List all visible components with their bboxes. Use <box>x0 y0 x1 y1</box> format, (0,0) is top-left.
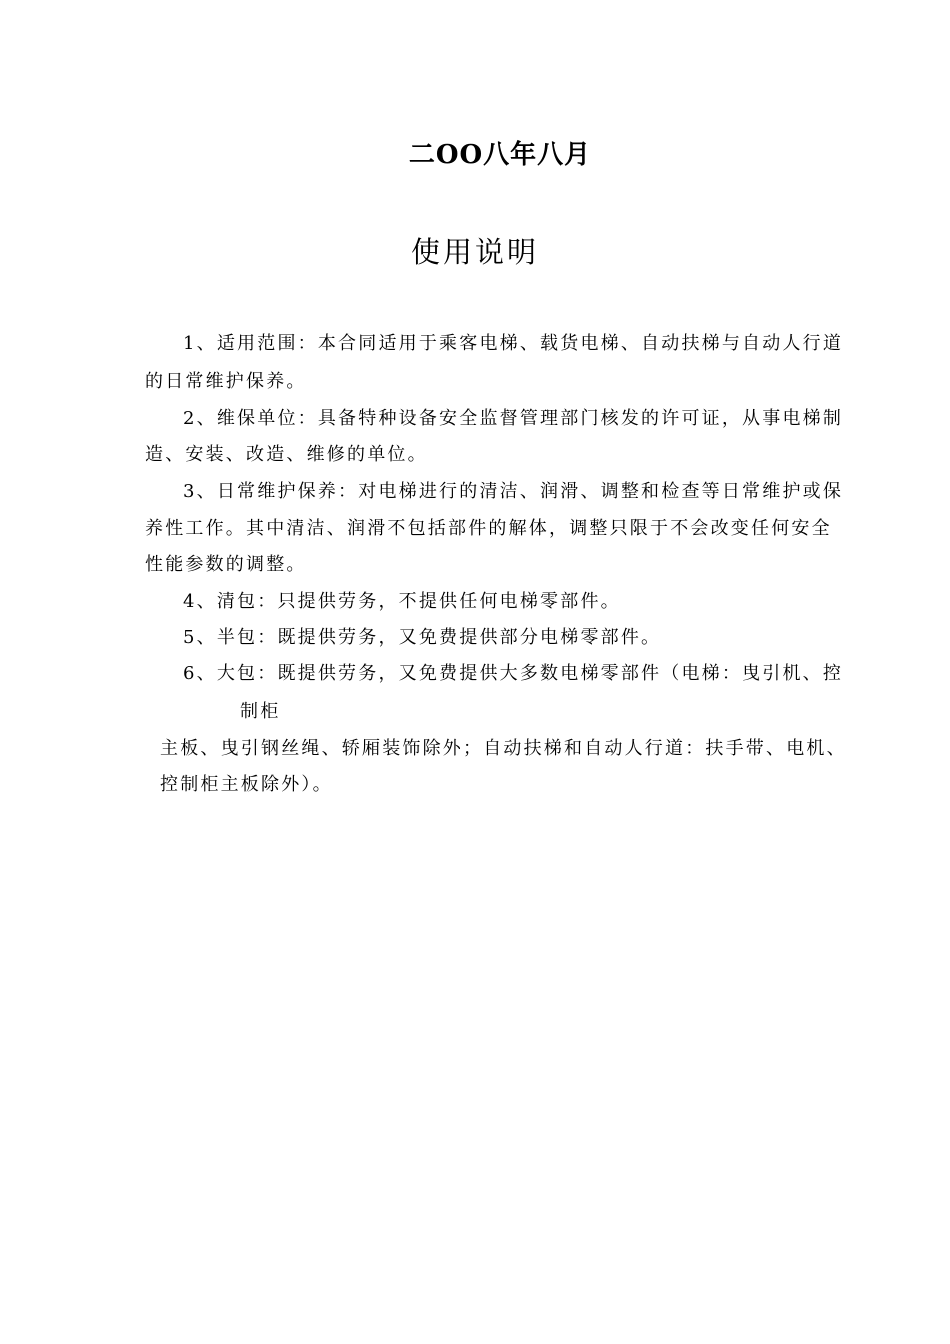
paragraph-line: 5、半包：既提供劳务，又免费提供部分电梯零部件。 <box>183 627 662 648</box>
paragraph-line: 4、清包：只提供劳务，不提供任何电梯零部件。 <box>183 591 621 612</box>
paragraph-line: 造、安装、改造、维修的单位。 <box>145 444 428 465</box>
paragraph-line: 1、适用范围：本合同适用于乘客电梯、载货电梯、自动扶梯与自动人行道 <box>183 333 844 354</box>
paragraph-line: 主板、曳引钢丝绳、轿厢装饰除外；自动扶梯和自动人行道：扶手带、电机、 <box>160 738 847 759</box>
paragraph-line: 的日常维护保养。 <box>145 371 307 392</box>
page-title: 使用说明 <box>410 235 539 269</box>
paragraph-line: 性能参数的调整。 <box>145 554 307 575</box>
paragraph-line: 养性工作。其中清洁、润滑不包括部件的解体，调整只限于不会改变任何安全 <box>145 518 832 539</box>
paragraph-line: 2、维保单位：具备特种设备安全监督管理部门核发的许可证，从事电梯制 <box>183 408 844 429</box>
paragraph-line: 控制柜主板除外）。 <box>160 774 333 795</box>
paragraph-line: 制柜 <box>240 701 281 722</box>
paragraph-line: 3、日常维护保养：对电梯进行的清洁、润滑、调整和检查等日常维护或保 <box>183 481 844 502</box>
date-heading: 二OO八年八月 <box>408 140 592 170</box>
paragraph-line: 6、大包：既提供劳务，又免费提供大多数电梯零部件（电梯：曳引机、控 <box>183 663 844 684</box>
